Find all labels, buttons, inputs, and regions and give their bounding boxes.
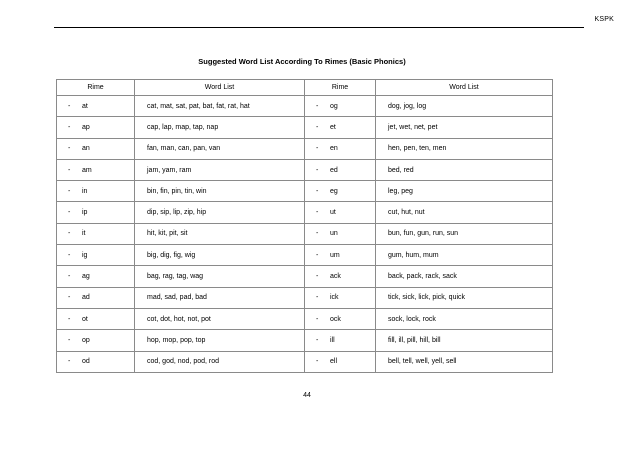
dash-marker: - [68, 230, 71, 238]
rime-cell [57, 117, 135, 138]
rime-cell [57, 138, 135, 159]
dash-marker: - [68, 209, 71, 217]
dash-marker: - [316, 294, 319, 302]
table-row [57, 117, 553, 138]
word-list-text: big, dig, fig, wig [147, 251, 196, 259]
rime-cell [305, 245, 376, 266]
word-list-text: cat, mat, sat, pat, bat, fat, rat, hat [147, 102, 250, 110]
rime-text: en [330, 145, 338, 153]
rime-cell [57, 159, 135, 180]
rime-cell [305, 287, 376, 308]
word-list-text: bag, rag, tag, wag [147, 273, 204, 281]
table-header-row [57, 80, 553, 96]
word-list-text: gum, hum, mum [388, 251, 439, 259]
word-list-text: bin, fin, pin, tin, win [147, 187, 207, 195]
rime-text: at [82, 102, 88, 110]
table-row [57, 223, 553, 244]
rime-text: ag [82, 273, 90, 281]
word-list-text: cap, lap, map, tap, nap [147, 123, 219, 131]
table-row [57, 308, 553, 329]
header-tag: KSPK [594, 16, 614, 23]
word-list-cell [135, 266, 305, 287]
word-list-text: fill, ill, pill, hill, bill [388, 336, 441, 344]
rime-cell [57, 223, 135, 244]
table-row [57, 159, 553, 180]
word-list-cell [376, 202, 553, 223]
rime-cell [57, 287, 135, 308]
column-header: Word List [135, 80, 305, 96]
rime-cell [305, 308, 376, 329]
table-row [57, 202, 553, 223]
dash-marker: - [316, 102, 319, 110]
word-list-cell [135, 96, 305, 117]
rime-cell [305, 330, 376, 351]
dash-marker: - [68, 294, 71, 302]
word-list-text: fan, man, can, pan, van [147, 145, 221, 153]
rime-cell [305, 96, 376, 117]
word-list-text: hen, pen, ten, men [388, 145, 447, 153]
word-list-text: tick, sick, lick, pick, quick [388, 294, 466, 302]
page-number: 44 [303, 392, 311, 399]
word-list-cell [135, 330, 305, 351]
rime-cell [305, 117, 376, 138]
word-list-cell [135, 245, 305, 266]
word-list-cell [376, 117, 553, 138]
dash-marker: - [68, 187, 71, 195]
word-list-cell [376, 287, 553, 308]
rime-cell [305, 181, 376, 202]
dash-marker: - [316, 315, 319, 323]
dash-marker: - [68, 102, 71, 110]
rime-text: ock [330, 315, 341, 323]
rime-cell [57, 266, 135, 287]
word-list-text: back, pack, rack, sack [388, 273, 457, 281]
word-list-text: cod, god, nod, pod, rod [147, 358, 219, 366]
column-header: Rime [57, 80, 135, 96]
rime-text: ot [82, 315, 88, 323]
word-list-text: sock, lock, rock [388, 315, 436, 323]
word-list-cell [376, 138, 553, 159]
dash-marker: - [68, 336, 71, 344]
rime-word-table [56, 79, 553, 373]
rime-text: od [82, 358, 90, 366]
rime-text: um [330, 251, 340, 259]
dash-marker: - [68, 145, 71, 153]
rime-text: ap [82, 123, 90, 131]
rime-cell [305, 159, 376, 180]
rime-text: ad [82, 294, 90, 302]
word-list-cell [376, 308, 553, 329]
dash-marker: - [68, 251, 71, 259]
word-list-text: hit, kit, pit, sit [147, 230, 188, 238]
table-row [57, 351, 553, 372]
rime-text: ut [330, 209, 336, 217]
word-list-cell [135, 308, 305, 329]
rime-text: et [330, 123, 336, 131]
dash-marker: - [316, 336, 319, 344]
word-list-cell [376, 330, 553, 351]
rime-text: ick [330, 294, 339, 302]
dash-marker: - [316, 251, 319, 259]
rime-cell [305, 202, 376, 223]
rime-cell [57, 96, 135, 117]
word-list-cell [376, 351, 553, 372]
dash-marker: - [68, 273, 71, 281]
table-row [57, 330, 553, 351]
dash-marker: - [316, 273, 319, 281]
dash-marker: - [316, 209, 319, 217]
word-list-text: dog, jog, log [388, 102, 427, 110]
rime-text: an [82, 145, 90, 153]
word-list-cell [376, 159, 553, 180]
word-list-cell [135, 117, 305, 138]
word-list-text: mad, sad, pad, bad [147, 294, 207, 302]
dash-marker: - [316, 123, 319, 131]
dash-marker: - [68, 315, 71, 323]
rime-text: eg [330, 187, 338, 195]
header-rule [54, 27, 584, 28]
dash-marker: - [316, 230, 319, 238]
word-list-cell [376, 266, 553, 287]
word-list-text: cot, dot, hot, not, pot [147, 315, 211, 323]
rime-text: ig [82, 251, 88, 259]
word-list-text: bed, red [388, 166, 414, 174]
rime-cell [57, 202, 135, 223]
rime-cell [57, 181, 135, 202]
word-list-cell [376, 223, 553, 244]
rime-text: og [330, 102, 338, 110]
word-list-cell [135, 223, 305, 244]
rime-cell [57, 245, 135, 266]
rime-cell [305, 351, 376, 372]
rime-cell [305, 223, 376, 244]
dash-marker: - [316, 166, 319, 174]
rime-text: ed [330, 166, 338, 174]
word-list-cell [135, 159, 305, 180]
column-header: Word List [376, 80, 553, 96]
column-header: Rime [305, 80, 376, 96]
word-list-cell [135, 138, 305, 159]
rime-cell [57, 308, 135, 329]
word-list-text: bell, tell, well, yell, sell [388, 358, 457, 366]
dash-marker: - [68, 123, 71, 131]
rime-cell [57, 351, 135, 372]
rime-text: it [82, 230, 86, 238]
rime-cell [305, 266, 376, 287]
table-row [57, 287, 553, 308]
table-body [57, 96, 553, 373]
rime-text: in [82, 187, 88, 195]
rime-text: am [82, 166, 92, 174]
word-list-cell [135, 287, 305, 308]
dash-marker: - [68, 358, 71, 366]
table-row [57, 138, 553, 159]
table-row [57, 181, 553, 202]
rime-cell [57, 330, 135, 351]
word-list-cell [376, 181, 553, 202]
rime-text: ip [82, 209, 88, 217]
word-list-text: jam, yam, ram [147, 166, 192, 174]
rime-text: op [82, 336, 90, 344]
word-list-cell [135, 181, 305, 202]
dash-marker: - [316, 187, 319, 195]
word-list-text: bun, fun, gun, run, sun [388, 230, 459, 238]
word-list-text: cut, hut, nut [388, 209, 425, 217]
rime-text: ill [330, 336, 335, 344]
word-list-cell [135, 202, 305, 223]
table-row [57, 245, 553, 266]
table-row [57, 96, 553, 117]
word-list-text: hop, mop, pop, top [147, 336, 206, 344]
page-title: Suggested Word List According To Rimes (Basic Phonics) [198, 57, 406, 66]
dash-marker: - [68, 166, 71, 174]
word-list-text: leg, peg [388, 187, 413, 195]
rime-cell [305, 138, 376, 159]
rime-text: un [330, 230, 338, 238]
dash-marker: - [316, 358, 319, 366]
dash-marker: - [316, 145, 319, 153]
rime-text: ell [330, 358, 338, 366]
word-list-text: dip, sip, lip, zip, hip [147, 209, 207, 217]
word-list-cell [376, 245, 553, 266]
word-list-cell [135, 351, 305, 372]
word-list-cell [376, 96, 553, 117]
table-row [57, 266, 553, 287]
word-list-text: jet, wet, net, pet [388, 123, 438, 131]
rime-text: ack [330, 273, 341, 281]
